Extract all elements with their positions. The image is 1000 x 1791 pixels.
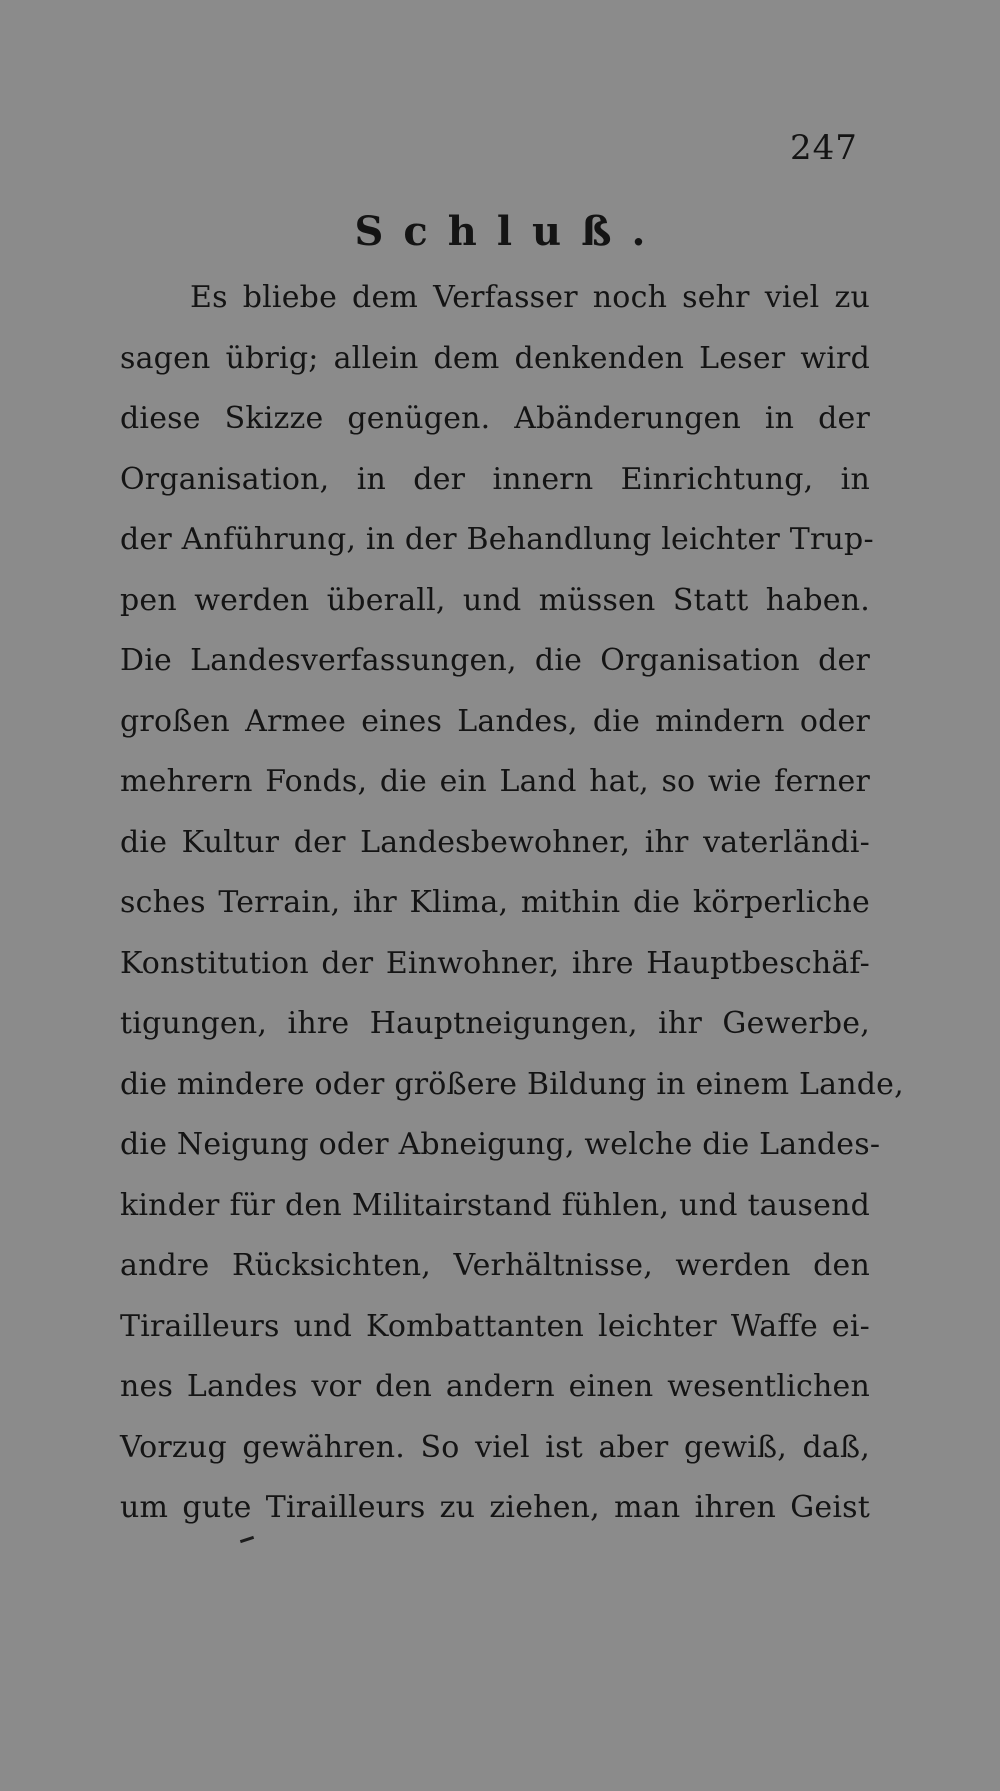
text-line: Vorzug gewähren. So viel ist aber gewiß, daß, [120, 1429, 870, 1465]
page-number: 247 [790, 128, 858, 168]
text-line: die Kultur der Landesbewohner, ihr vaterländi- [120, 824, 870, 860]
text-line: andre Rücksichten, Verhältnisse, werden den [120, 1248, 870, 1283]
chapter-heading: Schluß. [354, 208, 666, 255]
text-line: die Neigung oder Abneigung, welche die Landes- [120, 1127, 881, 1162]
text-line: diese Skizze genügen. Abänderungen in der [120, 401, 870, 436]
text-line: Es bliebe dem Verfasser noch sehr viel zu [190, 280, 870, 315]
text-line: der Anführung, in der Behandlung leichter Trup- [120, 522, 874, 557]
text-line: mehrern Fonds, die ein Land hat, so wie ferner [120, 764, 870, 799]
text-line: Konstitution der Einwohner, ihre Hauptbeschäf- [120, 945, 870, 981]
text-line: sagen übrig; allein dem denkenden Leser wird [120, 340, 870, 376]
text-line: großen Armee eines Landes, die mindern oder [120, 703, 870, 739]
text-line: Die Landesverfassungen, die Organisation der [120, 643, 870, 678]
body-paragraph [120, 268, 904, 1539]
text-line: Organisation, in der innern Einrichtung, in [120, 461, 870, 497]
text-line: kinder für den Militairstand fühlen, und tausend [120, 1187, 870, 1223]
text-line: um gute Tirailleurs zu ziehen, man ihren Geist [120, 1490, 870, 1525]
text-line: nes Landes vor den andern einen wesentlichen [120, 1369, 870, 1404]
text-line: sches Terrain, ihr Klima, mithin die körperliche [120, 885, 870, 920]
text-line: die mindere oder größere Bildung in einem Lande, [120, 1066, 904, 1102]
text-line: Tirailleurs und Kombattanten leichter Waffe ei- [120, 1308, 870, 1344]
text-line: tigungen, ihre Hauptneigungen, ihr Gewerbe, [120, 1006, 870, 1041]
text-line: pen werden überall, und müssen Statt haben. [120, 582, 870, 618]
